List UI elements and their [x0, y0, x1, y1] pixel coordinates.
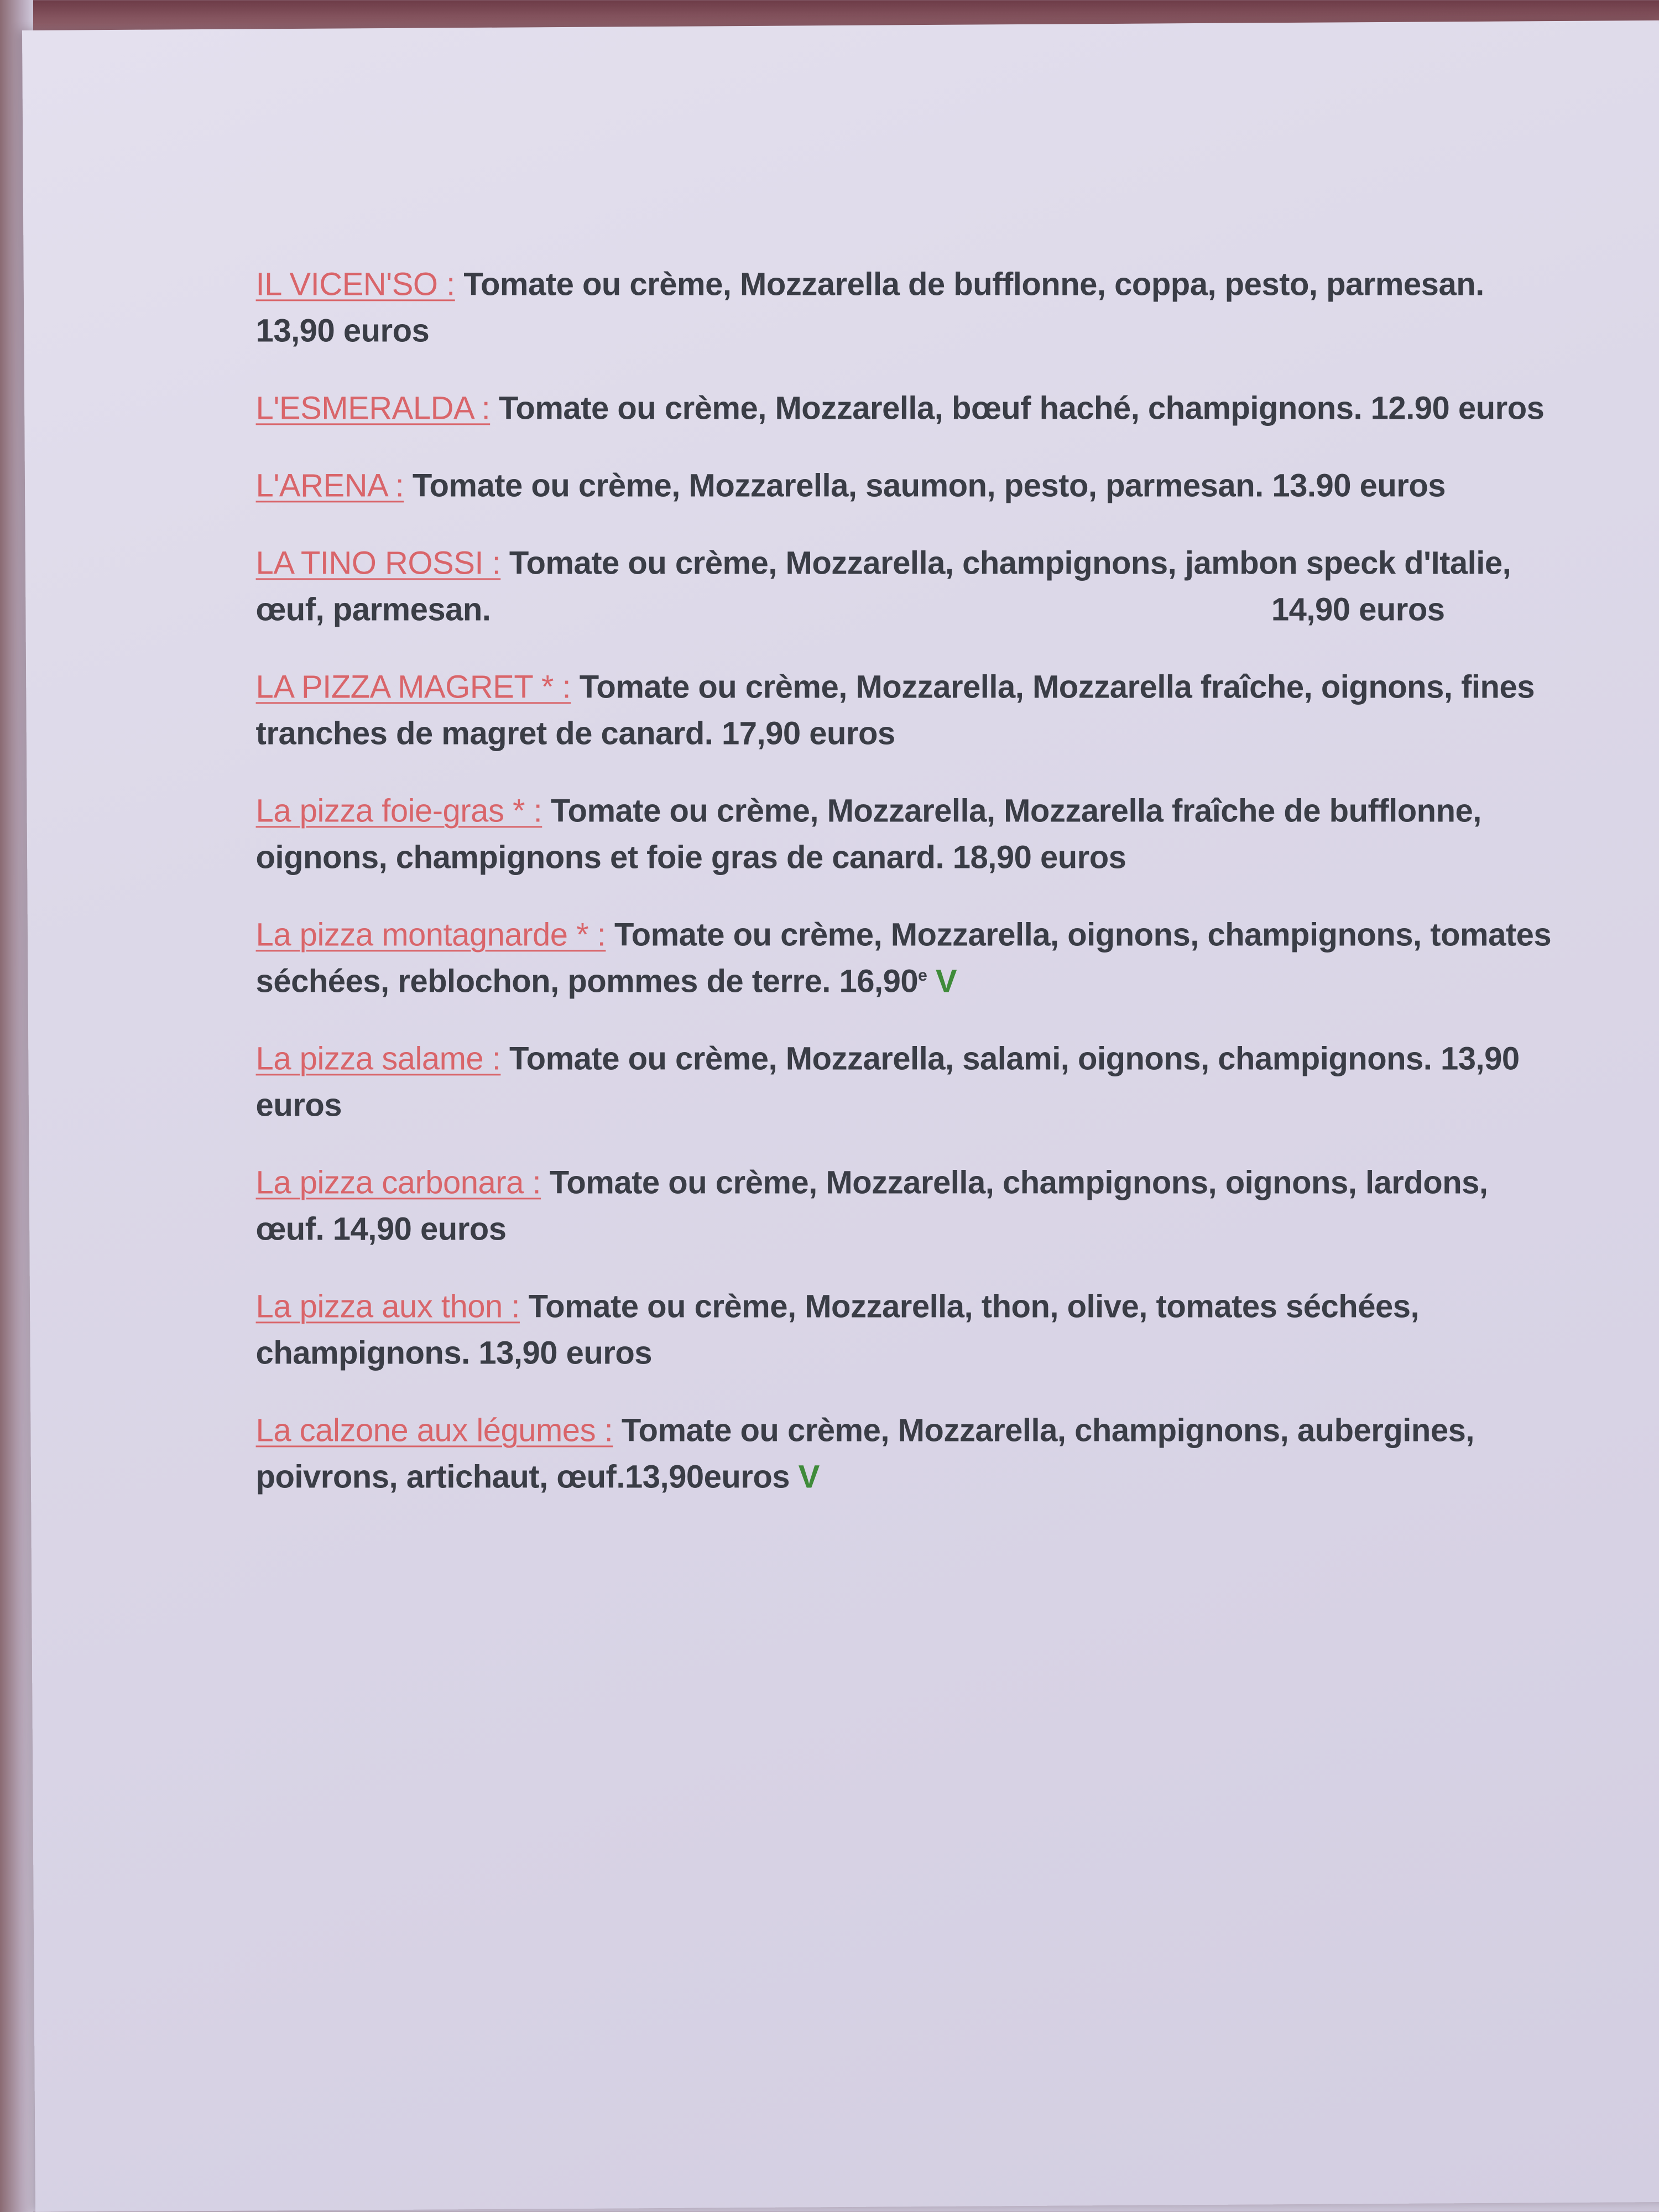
menu-item-description: Tomate ou crème, Mozzarella de bufflonne, coppa, pesto, parmesan. 13,90 euros — [255, 266, 1484, 349]
menu-item-description: Tomate ou crème, Mozzarella, champignons, aubergines, poivrons, artichaut, œuf.13,90euros — [255, 1412, 1474, 1495]
menu-item-name: L'ESMERALDA : — [255, 390, 491, 426]
menu-item-description: Tomate ou crème, Mozzarella, champignons, oignons, lardons, œuf. 14,90 euros — [255, 1164, 1488, 1247]
menu-item-description: Tomate ou crème, Mozzarella, saumon, pesto, parmesan. 13.90 euros — [404, 467, 1446, 504]
menu-item-pizza-salame — [256, 1035, 1561, 1128]
menu-item-name: LA TINO ROSSI : — [255, 545, 501, 581]
menu-item-pizza-carbonara — [256, 1159, 1561, 1252]
menu-item-pizza-magret — [256, 664, 1561, 757]
menu-item-name: La pizza carbonara : — [255, 1164, 541, 1201]
menu-item-name: La pizza foie-gras * : — [255, 793, 542, 829]
menu-item-description: Tomate ou crème, Mozzarella, champignons, jambon speck d'Italie, œuf, parmesan. — [255, 545, 1511, 628]
menu-item-name: L'ARENA : — [255, 467, 404, 504]
menu-item-description: Tomate ou crème, Mozzarella, salami, oignons, champignons. 13,90 euros — [255, 1040, 1520, 1123]
menu-item-calzone-aux-legumes — [256, 1407, 1561, 1500]
menu-item-name: IL VICEN'SO : — [255, 266, 455, 303]
pizza-menu-list — [256, 261, 1561, 1531]
menu-item-pizza-foie-gras — [256, 788, 1561, 881]
menu-item-name: La pizza aux thon : — [255, 1288, 520, 1325]
menu-item-tino-rossi — [256, 540, 1561, 633]
menu-item-name: LA PIZZA MAGRET * : — [255, 669, 571, 705]
vegetarian-mark: V — [935, 963, 957, 1000]
menu-item-description: Tomate ou crème, Mozzarella, oignons, champignons, tomates séchées, reblochon, pommes de terre. 16,90 — [255, 917, 1552, 1000]
menu-paper-sheet — [22, 20, 1659, 2212]
menu-item-description: Tomate ou crème, Mozzarella, Mozzarella fraîche de bufflonne, oignons, champignons et foie gras de canard. 18,90 euros — [255, 793, 1481, 876]
menu-item-pizza-montagnarde — [256, 912, 1561, 1004]
menu-item-esmeralda — [256, 385, 1561, 431]
menu-item-price: 14,90 euros — [1271, 591, 1445, 628]
menu-item-description: Tomate ou crème, Mozzarella, thon, olive, tomates séchées, champignons. 13,90 euros — [255, 1288, 1420, 1371]
menu-item-description: Tomate ou crème, Mozzarella, Mozzarella fraîche, oignons, fines tranches de magret de canard. 17,90 euros — [255, 669, 1535, 752]
vegetarian-mark: V — [798, 1459, 820, 1495]
menu-item-name: La pizza salame : — [255, 1040, 501, 1077]
menu-item-name: La pizza montagnarde * : — [255, 917, 606, 953]
menu-item-description: Tomate ou crème, Mozzarella, bœuf haché, champignons. 12.90 euros — [490, 390, 1545, 426]
menu-item-il-vicenso — [256, 261, 1561, 354]
menu-item-pizza-aux-thon — [256, 1283, 1561, 1376]
menu-item-name: La calzone aux légumes : — [255, 1412, 613, 1449]
price-superscript: e — [918, 966, 927, 985]
menu-item-arena — [256, 462, 1561, 509]
